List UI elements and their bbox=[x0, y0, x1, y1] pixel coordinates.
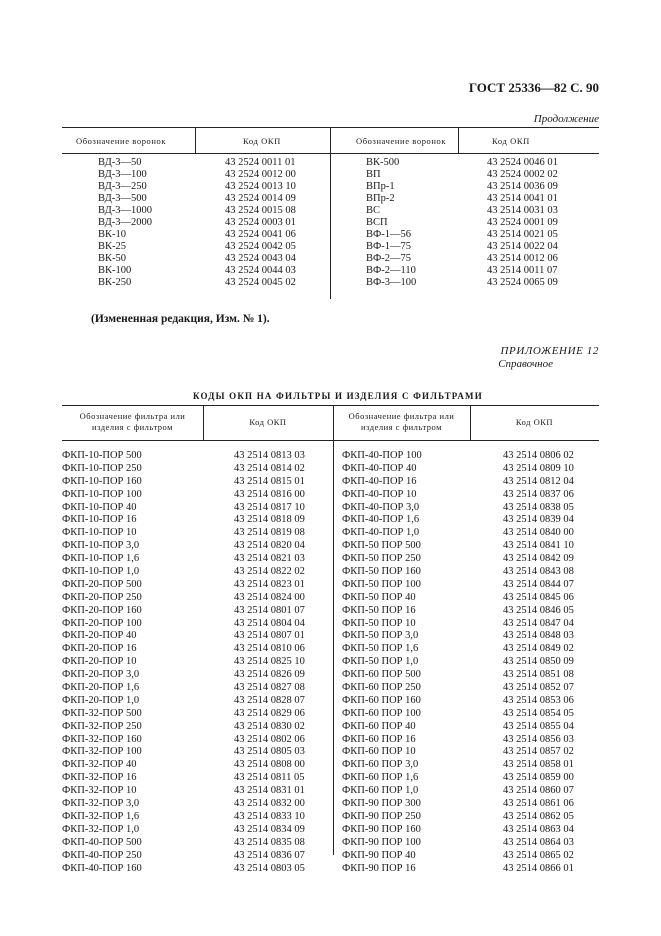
page-reference: ГОСТ 25336—82 С. 90 bbox=[468, 80, 599, 95]
appendix-heading: КОДЫ ОКП НА ФИЛЬТРЫ И ИЗДЕЛИЯ С ФИЛЬТРАМИ bbox=[193, 391, 483, 401]
table-cell-code: 43 2514 0021 05 bbox=[487, 229, 558, 240]
table-cell-designation: ФКП-10-ПОР 500 bbox=[62, 450, 142, 461]
table-cell-designation: ФКП-60 ПОР 40 bbox=[342, 720, 416, 732]
table-cell-code: 43 2514 0854 05 bbox=[503, 707, 574, 719]
table2-header-border bbox=[62, 440, 599, 441]
table-cell-designation: ФКП-32-ПОР 1,0 bbox=[62, 823, 140, 835]
table-cell-code: 43 2514 0802 06 bbox=[234, 733, 305, 745]
table-cell-code: 43 2514 0815 01 bbox=[234, 475, 305, 487]
table-cell-code: 43 2514 0857 02 bbox=[503, 746, 574, 758]
table-cell-code: 43 2514 0853 06 bbox=[503, 694, 574, 706]
table-cell-code: 43 2514 0804 04 bbox=[234, 617, 305, 629]
table-cell-code: 43 2514 0827 08 bbox=[234, 682, 305, 694]
table-cell-code: 43 2514 0856 03 bbox=[503, 733, 574, 745]
table-cell-code: 43 2514 0834 09 bbox=[234, 823, 305, 835]
table-cell-code: 43 2514 0813 03 bbox=[234, 450, 305, 461]
table-cell-designation: ФКП-32-ПОР 1,6 bbox=[62, 810, 140, 822]
table-cell-designation: ФКП-20-ПОР 160 bbox=[62, 604, 142, 616]
table-cell-designation: ФКП-50 ПОР 160 bbox=[342, 566, 421, 578]
table-cell-code: 43 2514 0041 01 bbox=[487, 193, 558, 204]
table1-divider bbox=[330, 127, 331, 299]
table-cell-code: 43 2514 0862 05 bbox=[503, 810, 574, 822]
table-cell-designation: ФКП-40-ПОР 16 bbox=[342, 475, 417, 487]
table-cell-designation: ФКП-20-ПОР 40 bbox=[62, 630, 137, 642]
table-cell-code: 43 2514 0828 07 bbox=[234, 694, 305, 706]
table-cell-code: 43 2514 0848 03 bbox=[503, 630, 574, 642]
table-cell-designation: ФКП-20-ПОР 3,0 bbox=[62, 669, 140, 681]
table-cell-code: 43 2514 0811 05 bbox=[234, 772, 305, 784]
table-cell-designation: ФКП-60 ПОР 100 bbox=[342, 707, 421, 719]
table-cell-designation: ФКП-50 ПОР 10 bbox=[342, 617, 416, 629]
table-cell-designation: ФКП-10-ПОР 3,0 bbox=[62, 540, 140, 552]
table2-col-designation-line2: изделия с фильтром bbox=[92, 422, 173, 432]
table-cell-code: 43 2514 0833 10 bbox=[234, 810, 305, 822]
table1-col-designation: Обозначение воронок bbox=[76, 136, 167, 146]
table-cell-code: 43 2524 0002 02 bbox=[487, 169, 558, 180]
table-cell-code: 43 2514 0031 03 bbox=[487, 205, 558, 216]
table-cell-designation: ВК-10 bbox=[98, 229, 127, 240]
table-cell-code: 43 2514 0859 00 bbox=[503, 772, 574, 784]
table1-right-names bbox=[366, 157, 416, 289]
table-cell-designation: ФКП-10-ПОР 16 bbox=[62, 514, 137, 526]
table-cell-code: 43 2514 0819 08 bbox=[234, 527, 305, 539]
table-cell-code: 43 2514 0801 07 bbox=[234, 604, 305, 616]
table-cell-code: 43 2514 0865 02 bbox=[503, 849, 574, 861]
table-cell-code: 43 2514 0844 07 bbox=[503, 578, 574, 590]
table-cell-code: 43 2514 0838 05 bbox=[503, 501, 574, 513]
table2-col-code: Код ОКП bbox=[249, 417, 287, 427]
table-cell-designation: ФКП-50 ПОР 16 bbox=[342, 604, 416, 616]
table-cell-designation: ВК-500 bbox=[366, 157, 400, 168]
table-cell-designation: ФКП-10-ПОР 1,0 bbox=[62, 566, 140, 578]
table-cell-designation: ВПр-1 bbox=[366, 181, 395, 192]
table-cell-code: 43 2514 0810 06 bbox=[234, 643, 305, 655]
table-cell-designation: ВД-3—250 bbox=[98, 181, 147, 192]
table2-divider bbox=[333, 405, 334, 855]
appendix-title: ПРИЛОЖЕНИЕ 12 bbox=[500, 345, 599, 357]
table-cell-code: 43 2514 0806 02 bbox=[503, 450, 574, 461]
table-cell-code: 43 2514 0803 05 bbox=[234, 862, 305, 874]
table-cell-designation: ФКП-50 ПОР 250 bbox=[342, 553, 421, 565]
table-cell-code: 43 2514 0860 07 bbox=[503, 785, 574, 797]
table-cell-designation: ФКП-90 ПОР 16 bbox=[342, 862, 416, 874]
table-cell-designation: ФКП-32-ПОР 500 bbox=[62, 707, 142, 719]
table-cell-designation: ФКП-40-ПОР 3,0 bbox=[342, 501, 420, 513]
table-cell-code: 43 2514 0807 01 bbox=[234, 630, 305, 642]
table-cell-designation: ВД-3—50 bbox=[98, 157, 142, 168]
table-cell-designation: ВПр-2 bbox=[366, 193, 395, 204]
table-cell-code: 43 2514 0837 06 bbox=[503, 488, 574, 500]
table-cell-code: 43 2514 0845 06 bbox=[503, 591, 574, 603]
table-cell-designation: ФКП-50 ПОР 40 bbox=[342, 591, 416, 603]
table-cell-designation: ФКП-40-ПОР 1,0 bbox=[342, 527, 420, 539]
table-cell-code: 43 2514 0831 01 bbox=[234, 785, 305, 797]
table2-left-codes bbox=[234, 450, 305, 875]
table-cell-designation: ФКП-60 ПОР 1,0 bbox=[342, 785, 419, 797]
table2-top-border bbox=[62, 405, 599, 406]
table-cell-code: 43 2514 0851 08 bbox=[503, 669, 574, 681]
table-cell-code: 43 2524 0043 04 bbox=[225, 253, 296, 264]
table1-right-codes bbox=[487, 157, 558, 289]
revision-note: (Измененная редакция, Изм. № 1). bbox=[91, 313, 270, 325]
table-cell-code: 43 2514 0839 04 bbox=[503, 514, 574, 526]
table-cell-designation: ФКП-32-ПОР 3,0 bbox=[62, 798, 140, 810]
table-cell-code: 43 2524 0013 10 bbox=[225, 181, 296, 192]
table-cell-code: 43 2514 0022 04 bbox=[487, 241, 558, 252]
table2-col-designation-line2: изделия с фильтром bbox=[361, 422, 442, 432]
table-cell-designation: ФКП-60 ПОР 3,0 bbox=[342, 759, 419, 771]
table-cell-designation: ФКП-20-ПОР 1,0 bbox=[62, 694, 140, 706]
table-cell-designation: ФКП-50 ПОР 500 bbox=[342, 540, 421, 552]
table2-col-code-right: Код ОКП bbox=[515, 417, 554, 427]
table-cell-code: 43 2514 0824 00 bbox=[234, 591, 305, 603]
table-cell-code: 43 2524 0045 02 bbox=[225, 277, 296, 288]
table-cell-designation: ФКП-20-ПОР 10 bbox=[62, 656, 137, 668]
table-cell-code: 43 2524 0001 09 bbox=[487, 217, 558, 228]
table-cell-designation: ФКП-40-ПОР 10 bbox=[342, 488, 417, 500]
table-cell-designation: ФКП-40-ПОР 1,6 bbox=[342, 514, 420, 526]
table-cell-designation: ФКП-90 ПОР 300 bbox=[342, 798, 421, 810]
table-cell-code: 43 2514 0809 10 bbox=[503, 462, 574, 474]
table-cell-code: 43 2514 0842 09 bbox=[503, 553, 574, 565]
table-cell-code: 43 2514 0849 02 bbox=[503, 643, 574, 655]
table-cell-designation: ФКП-10-ПОР 100 bbox=[62, 488, 142, 500]
table-cell-code: 43 2514 0843 08 bbox=[503, 566, 574, 578]
table-cell-designation: ФКП-32-ПОР 10 bbox=[62, 785, 137, 797]
table-cell-designation: ФКП-20-ПОР 100 bbox=[62, 617, 142, 629]
table-cell-designation: ФКП-40-ПОР 100 bbox=[342, 450, 422, 461]
table2-right-codes bbox=[503, 450, 574, 875]
table-cell-code: 43 2514 0036 09 bbox=[487, 181, 558, 192]
table-cell-designation: ВСП bbox=[366, 217, 388, 228]
table-cell-designation: ФКП-32-ПОР 16 bbox=[62, 772, 137, 784]
table-cell-code: 43 2514 0846 05 bbox=[503, 604, 574, 616]
table-cell-code: 43 2514 0829 06 bbox=[234, 707, 305, 719]
table-cell-code: 43 2514 0832 00 bbox=[234, 798, 305, 810]
table-cell-code: 43 2524 0041 06 bbox=[225, 229, 296, 240]
table-cell-designation: ФКП-10-ПОР 10 bbox=[62, 527, 137, 539]
table-cell-designation: ФКП-60 ПОР 1,6 bbox=[342, 772, 419, 784]
table-cell-code: 43 2524 0046 01 bbox=[487, 157, 558, 168]
table1-left-codes bbox=[225, 157, 296, 289]
table-cell-code: 43 2514 0822 02 bbox=[234, 566, 305, 578]
table-cell-code: 43 2524 0011 01 bbox=[225, 157, 296, 168]
table-cell-code: 43 2514 0805 03 bbox=[234, 746, 305, 758]
table-cell-code: 43 2524 0044 03 bbox=[225, 265, 296, 276]
table-cell-designation: ФКП-60 ПОР 16 bbox=[342, 733, 416, 745]
table-cell-designation: ФКП-20-ПОР 250 bbox=[62, 591, 142, 603]
table-cell-designation: ФКП-40-ПОР 250 bbox=[62, 849, 142, 861]
table-cell-code: 43 2514 0836 07 bbox=[234, 849, 305, 861]
table-cell-designation: ВФ-3—100 bbox=[366, 277, 417, 288]
table-cell-designation: ФКП-90 ПОР 250 bbox=[342, 810, 421, 822]
table2-right-names bbox=[342, 450, 422, 875]
table-cell-designation: ФКП-50 ПОР 100 bbox=[342, 578, 421, 590]
table-cell-designation: ФКП-50 ПОР 1,6 bbox=[342, 643, 419, 655]
table-cell-designation: ВФ-2—75 bbox=[366, 253, 412, 264]
table-cell-code: 43 2524 0003 01 bbox=[225, 217, 296, 228]
table1-divider bbox=[195, 127, 196, 153]
table-cell-code: 43 2514 0835 08 bbox=[234, 836, 305, 848]
table-cell-designation: ФКП-20-ПОР 16 bbox=[62, 643, 137, 655]
table2-col-designation-right bbox=[333, 411, 470, 433]
table-cell-designation: ФКП-40-ПОР 500 bbox=[62, 836, 142, 848]
table-cell-designation: ВС bbox=[366, 205, 381, 216]
table-cell-code: 43 2514 0858 01 bbox=[503, 759, 574, 771]
table-cell-code: 43 2514 0825 10 bbox=[234, 656, 305, 668]
table-cell-designation: ВК-25 bbox=[98, 241, 127, 252]
table-cell-code: 43 2514 0855 04 bbox=[503, 720, 574, 732]
table-cell-designation: ФКП-50 ПОР 3,0 bbox=[342, 630, 419, 642]
table-cell-code: 43 2514 0861 06 bbox=[503, 798, 574, 810]
table-cell-designation: ВД-3—100 bbox=[98, 169, 147, 180]
table-cell-designation: ФКП-40-ПОР 40 bbox=[342, 462, 417, 474]
table-cell-designation: ВД-3—500 bbox=[98, 193, 147, 204]
table-cell-designation: ФКП-10-ПОР 40 bbox=[62, 501, 137, 513]
table-cell-code: 43 2514 0866 01 bbox=[503, 862, 574, 874]
table1-divider bbox=[458, 127, 459, 153]
table2-col-designation-line1: Обозначение фильтра или bbox=[79, 411, 186, 421]
table-cell-designation: ВФ-2—110 bbox=[366, 265, 416, 276]
table-cell-designation: ФКП-10-ПОР 1,6 bbox=[62, 553, 140, 565]
table-cell-designation: ФКП-20-ПОР 500 bbox=[62, 578, 142, 590]
table-cell-designation: ФКП-90 ПОР 100 bbox=[342, 836, 421, 848]
table-cell-code: 43 2514 0821 03 bbox=[234, 553, 305, 565]
table-cell-code: 43 2514 0011 07 bbox=[487, 265, 558, 276]
table-cell-code: 43 2514 0823 01 bbox=[234, 578, 305, 590]
table-cell-designation: ВД-3—1000 bbox=[98, 205, 153, 216]
table-cell-code: 43 2514 0808 00 bbox=[234, 759, 305, 771]
table-cell-designation: ФКП-20-ПОР 1,6 bbox=[62, 682, 140, 694]
table-cell-code: 43 2514 0841 10 bbox=[503, 540, 574, 552]
table1-col-designation: Обозначение воронок bbox=[356, 136, 447, 146]
table-cell-code: 43 2514 0840 00 bbox=[503, 527, 574, 539]
table-cell-designation: ФКП-10-ПОР 160 bbox=[62, 475, 142, 487]
table-cell-code: 43 2514 0863 04 bbox=[503, 823, 574, 835]
table-cell-designation: ВК-50 bbox=[98, 253, 127, 264]
table-cell-designation: ФКП-60 ПОР 500 bbox=[342, 669, 421, 681]
table-cell-designation: ФКП-50 ПОР 1,0 bbox=[342, 656, 419, 668]
table-cell-code: 43 2524 0042 05 bbox=[225, 241, 296, 252]
table2-col-designation bbox=[62, 411, 203, 433]
table-cell-designation: ФКП-90 ПОР 40 bbox=[342, 849, 416, 861]
table-cell-designation: ФКП-60 ПОР 10 bbox=[342, 746, 416, 758]
table-cell-code: 43 2514 0812 04 bbox=[503, 475, 574, 487]
table-cell-code: 43 2514 0816 00 bbox=[234, 488, 305, 500]
table-cell-code: 43 2524 0012 00 bbox=[225, 169, 296, 180]
table-cell-designation: ФКП-32-ПОР 160 bbox=[62, 733, 142, 745]
table-cell-designation: ФКП-60 ПОР 250 bbox=[342, 682, 421, 694]
table-cell-designation: ВФ-1—75 bbox=[366, 241, 412, 252]
table-cell-designation: ВК-250 bbox=[98, 277, 132, 288]
table-cell-code: 43 2514 0817 10 bbox=[234, 501, 305, 513]
table-cell-code: 43 2514 0818 09 bbox=[234, 514, 305, 526]
table-cell-code: 43 2514 0814 02 bbox=[234, 462, 305, 474]
table-cell-designation: ФКП-32-ПОР 250 bbox=[62, 720, 142, 732]
table-cell-designation: ФКП-40-ПОР 160 bbox=[62, 862, 142, 874]
table-cell-code: 43 2514 0850 09 bbox=[503, 656, 574, 668]
table-cell-designation: ФКП-32-ПОР 100 bbox=[62, 746, 142, 758]
table1-col-code: Код ОКП bbox=[243, 136, 281, 146]
table-cell-code: 43 2524 0014 09 bbox=[225, 193, 296, 204]
continuation-label: Продолжение bbox=[533, 113, 599, 125]
table-cell-designation: ВФ-1—56 bbox=[366, 229, 412, 240]
table-cell-code: 43 2514 0830 02 bbox=[234, 720, 305, 732]
appendix-subtitle: Справочное bbox=[498, 358, 553, 370]
table-cell-code: 43 2524 0065 09 bbox=[487, 277, 558, 288]
table-cell-code: 43 2514 0864 03 bbox=[503, 836, 574, 848]
table-cell-code: 43 2514 0826 09 bbox=[234, 669, 305, 681]
table-cell-code: 43 2514 0852 07 bbox=[503, 682, 574, 694]
table-cell-code: 43 2514 0012 06 bbox=[487, 253, 558, 264]
table-cell-code: 43 2514 0820 04 bbox=[234, 540, 305, 552]
table1-col-code: Код ОКП bbox=[492, 136, 530, 146]
table-cell-designation: ВП bbox=[366, 169, 381, 180]
table1-left-names bbox=[98, 157, 152, 289]
table-cell-designation: ФКП-32-ПОР 40 bbox=[62, 759, 137, 771]
table-cell-designation: ФКП-10-ПОР 250 bbox=[62, 462, 142, 474]
table-cell-designation: ВД-3—2000 bbox=[98, 217, 153, 228]
table-cell-code: 43 2514 0847 04 bbox=[503, 617, 574, 629]
table-cell-designation: ВК-100 bbox=[98, 265, 132, 276]
table-cell-designation: ФКП-90 ПОР 160 bbox=[342, 823, 421, 835]
table2-col-designation-line1: Обозначение фильтра или bbox=[348, 411, 455, 421]
table-cell-code: 43 2524 0015 08 bbox=[225, 205, 296, 216]
table-cell-designation: ФКП-60 ПОР 160 bbox=[342, 694, 421, 706]
table2-left-names bbox=[62, 450, 142, 875]
